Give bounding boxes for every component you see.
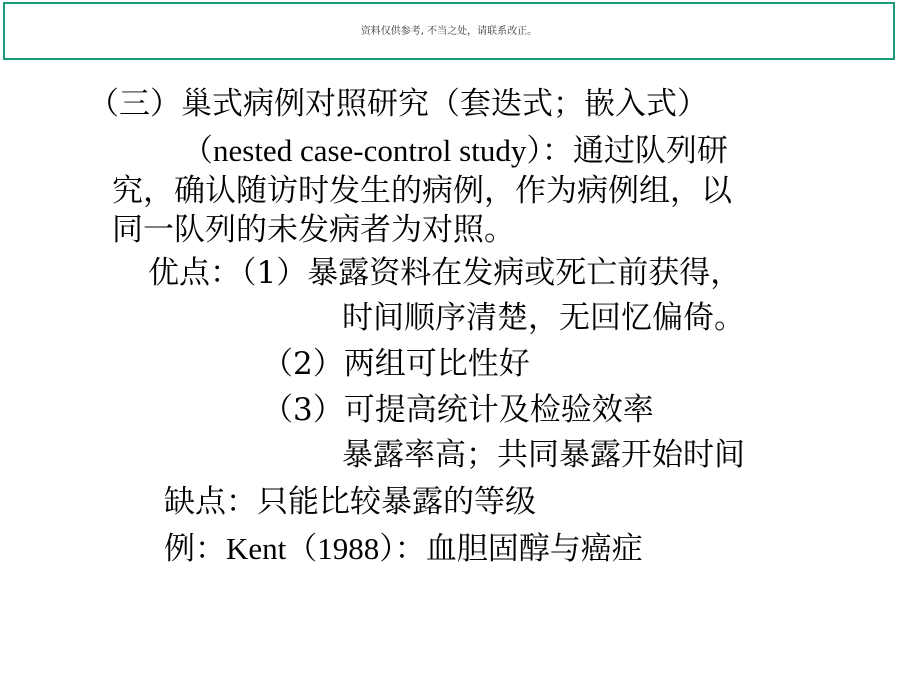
notice-banner-text: 资料仅供参考, 不当之处，请联系改正。 bbox=[360, 25, 538, 37]
notice-banner bbox=[3, 2, 895, 60]
advantage-item-1-line-2: 时间顺序清楚，无回忆偏倚。 bbox=[342, 300, 745, 336]
advantage-item-1-line-1: 优点：（1）暴露资料在发病或死亡前获得， bbox=[148, 255, 742, 291]
definition-line-1: （nested case-control study）：通过队列研 bbox=[182, 133, 728, 168]
advantage-item-2: （2）两组可比性好 bbox=[262, 346, 530, 382]
example-line: 例：Kent（1988）：血胆固醇与癌症 bbox=[164, 531, 643, 566]
section-heading: （三）巢式病例对照研究（套迭式；嵌入式） bbox=[88, 86, 708, 122]
definition-line-2: 究，确认随访时发生的病例，作为病例组，以 bbox=[112, 173, 732, 209]
advantage-item-3-line-1: （3）可提高统计及检验效率 bbox=[262, 392, 654, 428]
advantage-item-3-line-2: 暴露率高；共同暴露开始时间 bbox=[342, 437, 745, 473]
definition-line-3: 同一队列的未发病者为对照。 bbox=[112, 212, 515, 248]
disadvantage-line: 缺点：只能比较暴露的等级 bbox=[164, 484, 536, 520]
